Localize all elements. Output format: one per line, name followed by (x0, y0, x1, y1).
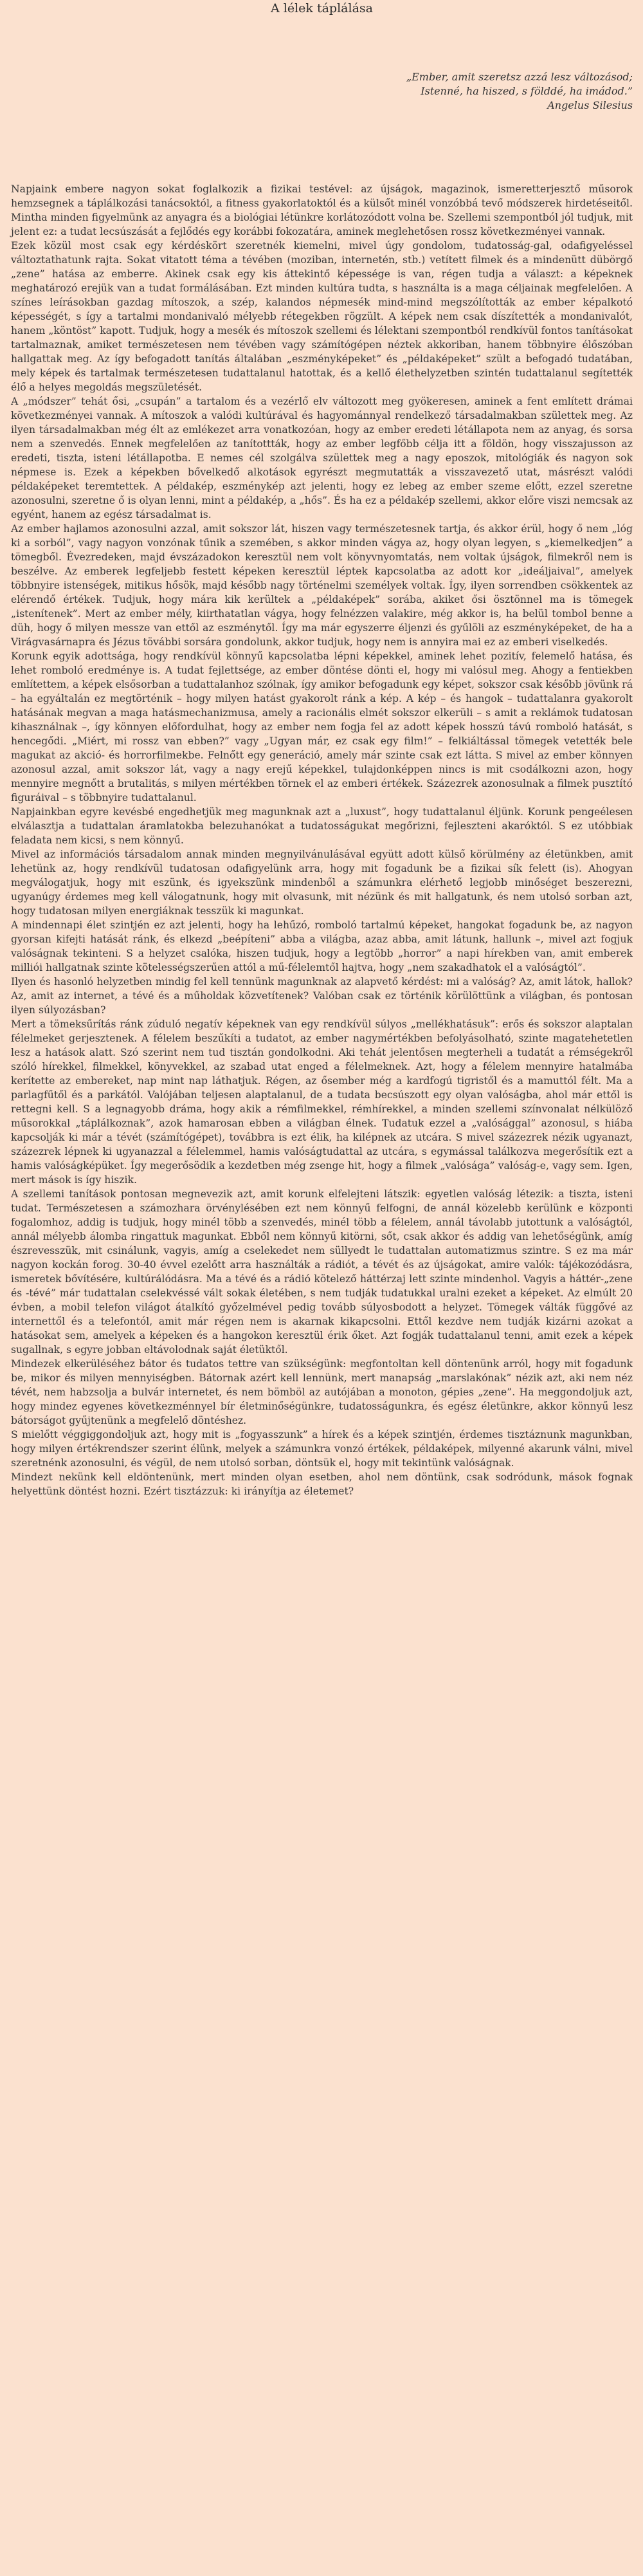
epigraph-line: Istenné, ha hiszed, s földdé, ha imádod.” (421, 85, 633, 97)
paragraph: A „módszer” tehát ősi, „csupán” a tartalom és a vezérlő elv változott meg gyökeresen, aminek a fent említett drámai következményei vannak. A mítoszok a valódi kultúrával és hagyománnyal rendelkező társadalmakban születtek meg. Az ilyen társadalmakban még élt az emlékezet arra vonatkozóan, hogy az ember eredeti létállapota nem az anyag, és sorsa nem a szenvedés. Ennek megfelelően az tanítottták, hogy az ember legfőbb célja itt a földön, hogy visszajusson az eredeti, tiszta, isteni létállapotba. E nemes cél szolgálva születtek meg a nagy eposzok, mitológiák és nagyon sok népmese is. Ezek a képekben bővelkedő alkotások egyrészt megmutatták a visszavezető utat, másrészt valódi példaképeket teremtettek. A példakép, eszménykép azt jelenti, hogy ez lebeg az ember szeme előtt, ezzel szeretne azonosulni, szeretne ő is olyan lenni, mint a példakép, a „hős”. És ha ez a példakép szellemi, akkor előre viszi nemcsak az egyént, hanem az egész társadalmat is. (11, 396, 633, 520)
paragraph: Napjaink embere nagyon sokat foglalkozik a fizikai testével: az újságok, magazinok, ismeretterjesztő műsorok hemzsegnek a táplálkozási tanácsoktól, a fitness gyakorlatoktól és a külsőt minél vonzóbbá tevő módszerek hirdetéseitől. Mintha minden figyelmünk az anyagra és a biológiai létünkre korlátozódott volna be. Szellemi szempontból jól tudjuk, mit jelent ez: a tudat lecsúszását a fejlődés egy korábbi fokozatára, aminek meglehetősen rossz következményei vannak. (11, 183, 633, 237)
paragraph: Korunk egyik adottsága, hogy rendkívül könnyű kapcsolatba lépni képekkel, aminek lehet pozitív, felemelő hatása, és lehet romboló eredménye is. A tudat fejlettsége, az ember döntése dönti el, hogy mi valósul meg. Ahogy a fentiekben említettem, a képek elsősorban a tudattalanhoz szólnak, így amikor befogadunk egy képet, sokszor csak később jövünk rá – ha egyáltalán ez megtörténik – hogy milyen hatást gyakorolt ránk a kép. A kép – és hangok – tudattalanra gyakorolt hatásának megvan a maga hatásmechanizmusa, amely a racionális elmét sokszor elkerüli – s amit a reklámok tudatosan kihasználnak –, így könnyen előfordulhat, hogy az ember nem fogja fel az adott képek hosszú távú romboló hatását, s hencegődi. „Miért, mi rossz van ebben?” vagy „Ugyan már, ez csak egy film!” – felkiáltással tömegek vetették bele magukat az akció- és horrorfilmekbe. Felnőtt egy generáció, amely már szinte csak ezt látta. S mivel az ember könnyen azonosul azzal, amit sokszor lát, vagy a nagy erejű képekkel, tulajdonképpen nincs is mit csodálkozni azon, hogy mennyire megnőtt a brutalitás, s milyen mértékben törnek el az emberi értékek. Százezrek azonosulnak a filmek pusztító figuráival – s többnyire tudattalanul. (11, 650, 633, 804)
paragraph: Mindezek elkerüléséhez bátor és tudatos tettre van szükségünk: megfontoltan kell döntenünk arról, hogy mit fogadunk be, mikor és milyen mennyiségben. Bátornak azért kell lennünk, mert manapság „marslakónak” nézik azt, aki nem néz tévét, nem habzsolja a bulvár internetet, és nem bömböl az autójában a monoton, gépies „zene”. Ha meggondoljuk azt, hogy mindez egyenes következménnyel bír életminőségünkre, tudatosságunkra, és egész életünkre, akkor könnyű lesz bátorságot gyűjtenünk a megfelelő döntéshez. (11, 1358, 633, 1426)
paragraph: Az ember hajlamos azonosulni azzal, amit sokszor lát, hiszen vagy természetesnek tartja, és akkor érül, hogy ő nem „lóg ki a sorból”, vagy nagyon vonzónak tűnik a szemében, s akkor minden vágya az, hogy olyan legyen, s „kiemelkedjen” a tömegből. Évezredeken, majd évszázadokon keresztül nem volt könyvnyomtatás, nem voltak újságok, filmekről nem is beszélve. Az emberek legfeljebb festett képeken keresztül léptek kapcsolatba az adott kor „ideáljaival”, amelyek többnyire istenségek, mitikus hősök, majd később nagy történelmi személyek voltak. Így, ilyen sorrendben csökkentek az elérendő értékek. Tudjuk, hogy mára kik kerültek a „példaképek” sorába, akiket ősi ösztönnel ma is tömegek „istenítenek”. Mert az ember mély, kiirthatatlan vágya, hogy felnézzen valakire, még akkor is, ha belül tombol benne a düh, hogy ő milyen messze van ettől az eszménytől. Így ma már egyszerre éljenzi és gyűlöli az eszményképeket, de ha a Virágvasárnapra és Jézus tövábbi sorsára gondolunk, akkor tudjuk, hogy nem is annyira mai ez az emberi viselkedés. (11, 523, 633, 648)
paragraph: Ilyen és hasonló helyzetben mindig fel kell tennünk magunknak az alapvető kérdést: mi a valóság? Az, amit látok, hallok? Az, amit az internet, a tévé és a műholdak közvetítenek? Valóban csak ez történik körülöttünk a világban, és pontosan ilyen súlyozásban? (11, 976, 633, 1016)
paragraph: S mielőtt véggiggondoljuk azt, hogy mit is „fogyasszunk” a hírek és a képek szintjén, érdemes tisztáznunk magunkban, hogy milyen értékrendszer szerint élünk, melyek a számunkra vonzó értékek, példaképek, milyenné akarunk válni, mivel szeretnénk azonosulni, és végül, de nem utolsó sorban, döntsük el, hogy mit tekintünk valóságnak. (11, 1429, 633, 1469)
paragraph: Mindezt nekünk kell eldöntenünk, mert minden olyan esetben, ahol nem döntünk, csak sodródunk, mások fognak helyettünk döntést hozni. Ezért tisztázzuk: ki irányítja az életemet? (11, 1471, 633, 1497)
paragraph: A szellemi tanítások pontosan megnevezik azt, amit korunk elfelejteni látszik: egyetlen valóság létezik: a tiszta, isteni tudat. Természetesen a számozhara örvénylésében ezt nem könnyű felfogni, de annál közelebb kerülünk e központi fogalomhoz, addig is tudjuk, hogy minél több a szenvedés, minél több a félelem, annál távolabb jutottunk a valóságtól, annál mélyebb álomba ringattuk magunkat. Ebből nem könnyű kitörni, sőt, csak akkor és addig van lehetőségünk, amíg észrevesszük, mit csinálunk, vagyis, amíg a cselekedet nem süllyedt le tudattalan automatizmus szintre. S ez ma már nagyon kockán forog. 30-40 évvel ezelőtt arra használták a rádiót, a tévét és az újságokat, amire valók: tájékozódásra, ismeretek bővítésére, kultúrálódásra. Ma a tévé és a rádió kötelező háttérzaj lett szinte mindenhol. Vagyis a háttér-„zene és -tévé” már tudattalan cselekvéssé vált sokak életében, s nem tudják tudatukkal uralni ezeket a képeket. Az elmúlt 20 évben, a mobil telefon világot átalkító győzelmével pedig tovább súlyosbodott a helyzet. Tömegek válták függővé az internettől és a telefontól, amit már régen nem is akarnak kikapcsolni. Ettől kezdve nem tudják kizárni azokat a hatásokat sem, amelyek a képeken és a hangokon keresztül érik őket. Azt fogják tudattalanul tenni, amit ezek a képek sugallnak, s egyre jobban eltávolodnak saját életüktől. (11, 1188, 633, 1356)
epigraph-line: „Ember, amit szeretsz azzá lesz változásod; (406, 71, 633, 83)
epigraph-author: Angelus Silesius (547, 99, 633, 111)
page-title: A lélek táplálása (271, 1, 373, 15)
paragraph: Napjainkban egyre kevésbé engedhetjük meg magunknak azt a „luxust”, hogy tudattalanul éljünk. Korunk pengeélesen elválasztja a tudattalan áramlatokba belezuhanókat a tudatosságukat megőrizni, fejleszteni akaróktól. S ez utóbbiak feladata nem kicsi, s nem könnyű. (11, 806, 633, 846)
paragraph: Ezek közül most csak egy kérdéskört szeretnék kiemelni, mivel úgy gondolom, tudatosság-gal, odafigyeléssel változtathatunk rajta. Sokat vitatott téma a tévében (moziban, internetén, stb.) vetített filmek és a mindenütt dübörgő „zene” hatása az emberre. Akinek csak egy kis áttekintő képessége is van, régen tudja a választ: a képeknek meghatározó erejük van a tudat formálásában. Ezt minden kultúra tudta, s használta is a maga céljainak megfelelően. A színes leírásokban gazdag mítoszok, a szép, kalandos népmesék mind-mind megszólították az ember képalkotó képességét, s így a tartalmi mondanivaló mélyebb rétegekben rögzült. A képek nem csak díszítették a mondanivalót, hanem „köntöst” kapott. Tudjuk, hogy a mesék és mítoszok szellemi és lélektani szempontból rendkívül fontos tanításokat tartalmaznak, amiket természetesen nem tévében vagy számítógépen néztek akkoriban, hanem többnyire élőszóban hallgattak meg. Az így befogadott tanítás általában „eszményképeket” és „példaképeket” szült a befogadó tudatában, mely képek és tartalmak természetesen tudattalanul hatottak, és a kellő élethelyzetben szintén tudattalanul segítették élő a helyes megoldás megszületését. (11, 240, 633, 393)
paragraph: Mivel az információs társadalom annak minden megnyilvánulásával együtt adott külső körülmény az életünkben, amit lehetünk az, hogy rendkívül tudatosan odafigyelünk arra, hogy mit fogadunk be a fizikai sík felett (is). Ahogyan megválogatjuk, hogy mit eszünk, és igyekszünk mindenből a számunkra elérhető legjobb minőséget beszerezni, ugyanúgy érdemes meg kell válogatnunk, hogy mit olvasunk, mit nézünk és mit hallgatunk, és nem utolsó sorban azt, hogy tudatosan milyen energiáknak tesszük ki magunkat. (11, 849, 633, 917)
paragraph: Mert a tömeksűrítás ránk zúduló negatív képeknek van egy rendkívül súlyos „mellékhatásuk”: erős és sokszor alaptalan félelmeket gerjesztenek. A félelem beszűkíti a tudatot, az ember nagymértékben befolyásolható, szinte magatehetetlen lesz a hatások alatt. Szó szerint nem tud tisztán gondolkodni. Aki tehát jelentősen megterheli a tudatát a rémségekről szóló hírekkel, filmekkel, könyvekkel, az szabad utat enged a félelmeknek. Azt, hogy a félelem mennyire hatalmába kerítette az embereket, nap mint nap láthatjuk. Régen, az ősember még a kardfogú tigristől és a mamuttól félt. Ma a parlagfűtől és a parkától. Valójában teljesen alaptalanul, de a tudata becsúszott egy olyan valóságba, ahol már ettől is rettegni kell. S a legnagyobb dráma, hogy akik a rémfilmekkel, rémhírekkel, a minden szellemi színvonalat nélkülöző műsorokkal „táplálkoznak”, azok hamarosan ebben a világban élnek. Tudatuk ezzel a „valósággal” azonosul, s hiába kapcsolják ki már a tévét (számítógépet), továbbra is ezt élik, ha kilépnek az utcára. S mivel százezrek nézik ugyanazt, százezrek lépnek ki ugyanazzal a félelemmel, hamis valóságtudattal az utcára, s egymással találkozva megerősítik ezt a hamis valóságképüket. Így megerősödik a kezdetben még zsenge hit, hogy a filmek „valósága” valóság-e, vagy sem. Igen, mert mások is így hiszik. (11, 1018, 633, 1186)
epigraph (11, 70, 633, 113)
article-body (11, 182, 633, 1498)
paragraph: A mindennapi élet szintjén ez azt jelenti, hogy ha lehűzó, romboló tartalmú képeket, hangokat fogadunk be, az nagyon gyorsan kifejti hatását ránk, és elkezd „beépíteni” abba a világba, azaz abba, amit látunk, hallunk –, mivel azt fogjuk valóságnak tekinteni. S a helyzet csalóka, hiszen tudjuk, hogy a legtöbb „horror” a napi hírekben van, amit emberek milliói hallgatnak szinte kötelességszerűen attól a mű-félelemtől hajtva, hogy „nem szakadhatok el a valóságtól”. (11, 919, 633, 973)
